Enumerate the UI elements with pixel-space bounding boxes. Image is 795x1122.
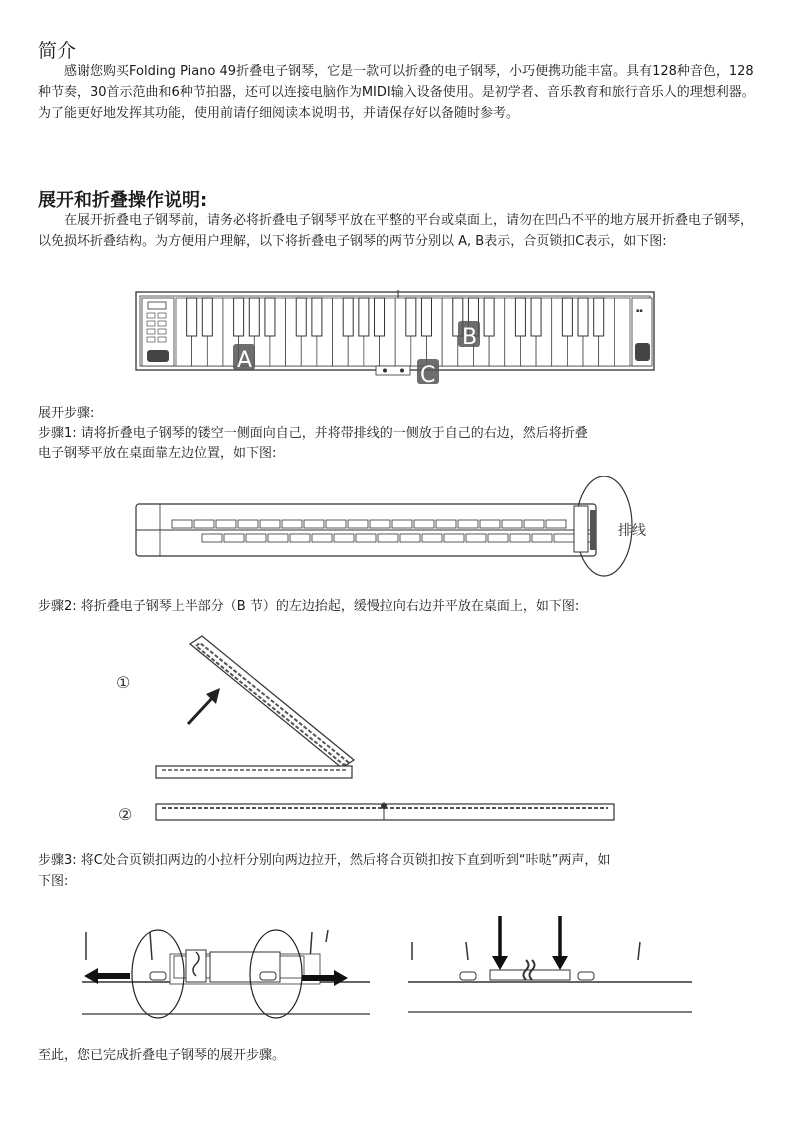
folded-key-edge	[370, 520, 390, 528]
clasp-pull-out-detail	[82, 930, 370, 1018]
folded-key-edge	[444, 534, 464, 542]
black-key	[406, 298, 416, 336]
unfold-step-figure	[110, 630, 630, 830]
step1-line2: 电子钢琴平放在桌面靠左边位置，如下图:	[38, 446, 277, 461]
folded-key-edge	[238, 520, 258, 528]
clasp-press-down-detail	[408, 916, 692, 1012]
folded-keyboard-figure	[130, 476, 670, 580]
section-title: 展开和折叠操作说明:	[38, 190, 208, 211]
folded-key-edge	[422, 534, 442, 542]
black-key	[312, 298, 322, 336]
folded-key-edge	[436, 520, 456, 528]
folded-key-edge	[392, 520, 412, 528]
folded-key-edge	[458, 520, 478, 528]
folded-key-edge	[260, 520, 280, 528]
black-key	[343, 298, 353, 336]
label-c: C	[420, 363, 436, 384]
black-key	[515, 298, 525, 336]
steps-heading: 展开步骤:	[38, 406, 95, 421]
black-key	[531, 298, 541, 336]
folded-key-edge	[304, 520, 324, 528]
folded-key-edge	[524, 520, 544, 528]
section-paragraph: 在展开折叠电子钢琴前，请务必将折叠电子钢琴平放在平整的平台或桌面上，请勿在凹凸不平的地方展开折叠电子钢琴，以免损坏折叠结构。为方便用户理解，以下将折叠电子钢琴的两节分别以 A, B表示，合页锁扣C表示，如下图:	[38, 213, 754, 249]
svg-text:▪▪: ▪▪	[636, 308, 643, 314]
marker-2: ②	[118, 805, 133, 824]
completion-text: 至此，您已完成折叠电子钢琴的展开步骤。	[38, 1048, 286, 1063]
folded-key-edge	[554, 534, 574, 542]
step3-line1: 步骤3: 将C处合页锁扣两边的小拉杆分别向两边拉开，然后将合页锁扣按下直到听到“咔哒”两声，如	[38, 853, 611, 868]
black-key	[249, 298, 259, 336]
folded-key-edge	[400, 534, 420, 542]
step1-line1: 步骤1: 请将折叠电子钢琴的镂空一侧面向自己，并将带排线的一侧放于自己的右边，然后将折叠	[38, 426, 588, 441]
folded-key-edge	[532, 534, 552, 542]
white-key	[614, 298, 630, 366]
black-key	[594, 298, 604, 336]
folded-key-edge	[172, 520, 192, 528]
intro-title: 简介	[38, 40, 77, 62]
folded-key-edge	[488, 534, 508, 542]
folded-key-edge	[216, 520, 236, 528]
folded-key-edge	[312, 534, 332, 542]
folded-key-edge	[326, 520, 346, 528]
folded-key-edge	[268, 534, 288, 542]
folded-key-edge	[414, 520, 434, 528]
folded-key-edge	[334, 534, 354, 542]
folded-key-edge	[290, 534, 310, 542]
folded-key-edge	[546, 520, 566, 528]
black-key	[187, 298, 197, 336]
black-key	[375, 298, 385, 336]
label-b: B	[462, 325, 478, 350]
black-key	[359, 298, 369, 336]
black-key	[578, 298, 588, 336]
keyboard-body	[136, 290, 654, 375]
label-a: A	[237, 348, 253, 373]
black-key	[484, 298, 494, 336]
folded-key-edge	[480, 520, 500, 528]
black-key	[562, 298, 572, 336]
keyboard-top-view-figure	[130, 288, 660, 384]
folded-key-edge	[510, 534, 530, 542]
black-key	[202, 298, 212, 336]
folded-key-edge	[356, 534, 376, 542]
folded-key-edge	[502, 520, 522, 528]
folded-key-edge	[224, 534, 244, 542]
folded-key-edge	[348, 520, 368, 528]
folded-key-edge	[246, 534, 266, 542]
step3-line2: 下图:	[38, 874, 69, 889]
black-key	[296, 298, 306, 336]
folded-key-edge	[466, 534, 486, 542]
folded-key-edge	[282, 520, 302, 528]
cable-label: 排线	[618, 523, 646, 539]
intro-paragraph: 感谢您购买Folding Piano 49折叠电子钢琴，它是一款可以折叠的电子钢琴，小巧便携功能丰富。具有128种音色，128种节奏，30首示范曲和6种节拍器，还可以连接电脑作为MIDI输入设备使用。是初学者、音乐教育和旅行音乐人的理想利器。为了能更好地发挥其功能，使用前请仔细阅读本说明书，并请保存好以备随时参考。	[38, 64, 755, 121]
black-key	[265, 298, 275, 336]
folded-key-edge	[194, 520, 214, 528]
folded-key-edge	[202, 534, 222, 542]
black-key	[421, 298, 431, 336]
hinge-clasp-figure	[80, 912, 760, 1022]
black-key	[234, 298, 244, 336]
step2-text: 步骤2: 将折叠电子钢琴上半部分（B 节）的左边抬起，缓慢拉向右边并平放在桌面上，如下图:	[38, 599, 580, 614]
marker-1: ①	[116, 673, 131, 692]
folded-key-edge	[378, 534, 398, 542]
